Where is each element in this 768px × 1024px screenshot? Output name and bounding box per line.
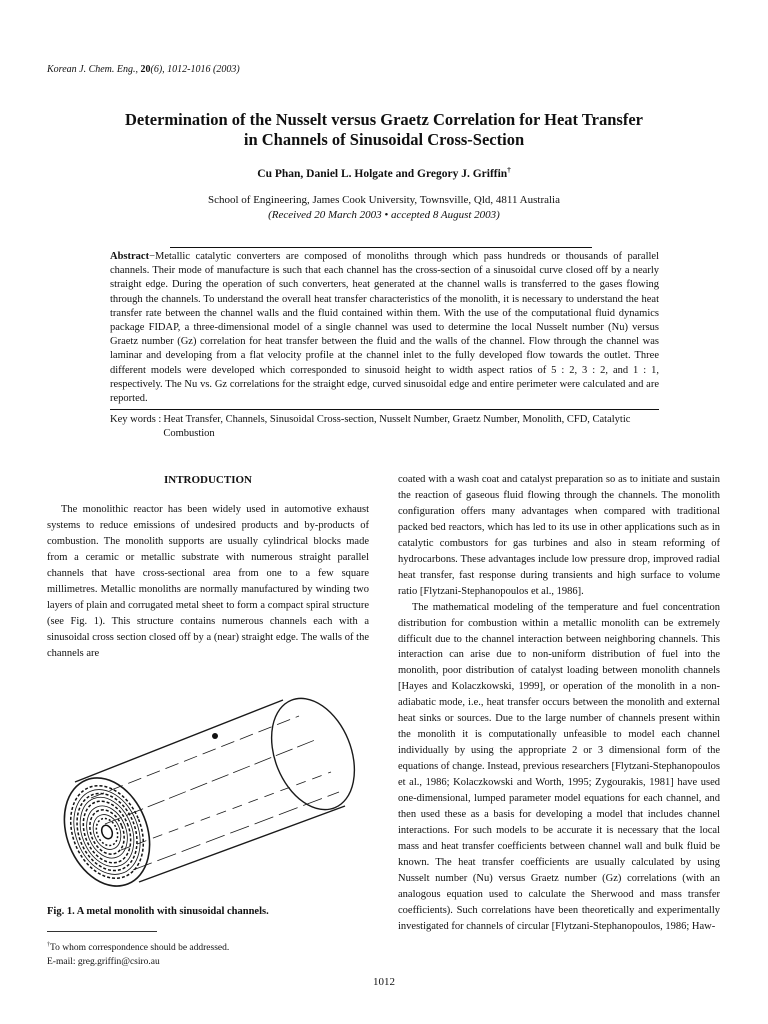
abstract xyxy=(110,250,659,406)
abstract-dash: − xyxy=(149,251,155,262)
page-number: 1012 xyxy=(373,976,395,988)
abstract-text: Metallic catalytic converters are composed of monoliths through which pass hundreds or thousands of parallel channels. Their mode of manufacture is such that each channel has the cross-section of a sinusoidal curve closed off by a nearly straight edge. During the operation of such converters, heat generated at the channel walls is transferred to the gases flowing through the channels. To understand the overall heat transfer characteristics of the monolith, it is necessary to understand the heat transfer rate between the channel walls and the fluid contained within them. With the use of the computational fluid dynamics package FIDAP, a three-dimensional model of a single channel was used to determine the local Nusselt number (Nu) versus Graetz number (Gz) correlation for heat transfer between the fluid and the walls of the channel. Flow through the channel was laminar and developing from a flat velocity profile at the channel inlet to the fully developed flow towards the outlet. Three different models were developed which corresponded to sinusoid height to width aspect ratios of 5 : 2, 3 : 2, and 1 : 1, respectively. The Nu vs. Gz correlations for the straight edge, curved sinusoidal edge and entire perimeter were calculated and are reported. xyxy=(110,251,659,405)
journal-issue-pages: (6), 1012-1016 (2003) xyxy=(150,64,240,75)
footnote-email: E-mail: greg.griffin@csiro.au xyxy=(47,957,160,968)
cylinder-top-edge xyxy=(75,700,283,782)
keywords-rule xyxy=(110,409,659,410)
footnote-mark: † xyxy=(47,942,50,948)
journal-name: Korean J. Chem. Eng. xyxy=(47,64,136,75)
footnote xyxy=(47,938,369,969)
abstract-top-rule xyxy=(170,247,592,248)
keywords-label: Key words : xyxy=(110,414,162,425)
title-line-1: Determination of the Nusselt versus Graetz Correlation for Heat Transfer xyxy=(125,110,643,129)
right-column xyxy=(398,472,720,935)
cylinder-bottom-edge xyxy=(139,806,345,882)
journal-volume: 20 xyxy=(140,64,151,75)
footnote-line-1: To whom correspondence should be addressed. xyxy=(50,943,230,954)
corresponding-mark: † xyxy=(507,166,511,174)
journal-citation: Korean J. Chem. Eng., 20(6), 1012-1016 (2003) xyxy=(47,64,240,75)
paper-title xyxy=(60,110,708,150)
section-heading-introduction: INTRODUCTION xyxy=(163,474,252,486)
intro-paragraph-1: The monolithic reactor has been widely used in automotive exhaust systems to reduce emissions of undesired products and by-products of combustion. The monolith supports are usually cylindrical blocks made from a ceramic or metallic substrate with numerous straight parallel channels that have cross-sectional area from one to a few square millimetres. Metallic monoliths are normally manufactured by winding two layers of plain and corrugated metal sheet to form a compact spiral structure (see Fig. 1). This structure contains numerous channels each with a sinusoidal cross section closed off by a (near) straight edge. The walls of the channels are xyxy=(47,504,369,659)
figure-caption: Fig. 1. A metal monolith with sinusoidal channels. xyxy=(47,906,269,917)
institution: School of Engineering, James Cook University, Townsville, Qld, 4811 Australia xyxy=(207,194,560,206)
affiliation xyxy=(60,193,708,223)
left-column xyxy=(47,502,369,662)
received-dates: (Received 20 March 2003 • accepted 8 August 2003) xyxy=(268,209,500,221)
authors xyxy=(60,166,708,180)
abstract-label: Abstract xyxy=(110,251,150,262)
keywords xyxy=(110,413,659,441)
keywords-text: Heat Transfer, Channels, Sinusoidal Cross-section, Nusselt Number, Graetz Number, Monolith, CFD, Catalytic Combustion xyxy=(163,414,631,439)
footnote-rule xyxy=(47,931,157,932)
intro-paragraph-2: coated with a wash coat and catalyst preparation so as to initiate and sustain the reaction of gaseous fluid flowing through the channels. The monolith configuration offers many advantages when compared with traditional packed bed reactors, which has led to its use in other applications such as in catalytic combustors for gas turbines and also in steam reforming of hydrocarbons. These advantages include low pressure drop, improved radial heat transfer, fast response during transients and high surface to volume ratio [Flytzani-Stephanopoulos et al., 1986]. xyxy=(398,474,720,597)
author-names: Cu Phan, Daniel L. Holgate and Gregory J. Griffin xyxy=(257,167,508,180)
intro-paragraph-3: The mathematical modeling of the temperature and fuel concentration distribution for combustion within a metallic monolith can be extremely difficult due to the channel interaction between neighboring channels. This interaction can arise due to non-uniform distribution of fuel into the monolith, poor distribution of catalyst loading between monolith channels [Hayes and Kolaczkowski, 1999], or operation of the monolith in a non-adiabatic mode, i.e., heat transfer occurs between the monolith and external heat sinks or sources. Due to the large number of channels present within the monolith it is computationally unfeasible to model each channel individually by using the appropriate 2 or 3 dimensional form of the equations of change. Instead, previous researchers [Flytzani-Stephanopoulos et al., 1986; Kolaczkowski and Worth, 1995; Zygourakis, 1981] have used one-dimensional, lumped parameter model equations for each channel, and then used these as a basis for developing a model that includes channel interactions. For such models to be accurate it is necessary that the local mass and heat transfer coefficients between channel wall and bulk fluid be known. The heat transfer coefficients are usually calculated by using Nusselt number (Nu) versus Graetz number (Gz) correlations (with an analogous equation used to calculate the Sherwood and mass transfer coefficients). Such correlations have been theoretically and experimentally investigated for channels of circular [Flytzani-Stephanopoulos, 1986; Haw- xyxy=(398,601,720,932)
monolith-figure xyxy=(47,678,369,900)
title-line-2: in Channels of Sinusoidal Cross-Section xyxy=(243,130,525,149)
